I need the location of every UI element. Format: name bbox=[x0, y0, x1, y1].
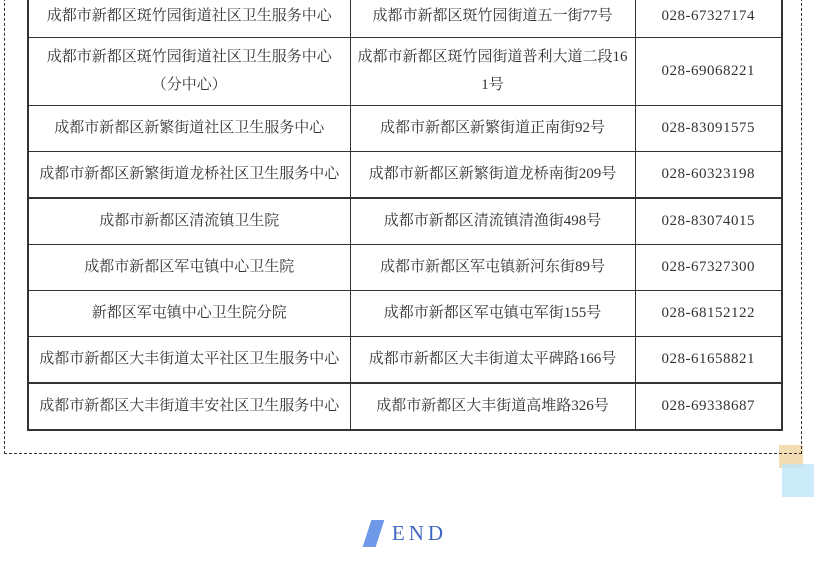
health-centers-table bbox=[27, 0, 783, 431]
address-cell: 成都市新都区斑竹园街道普利大道二段161号 bbox=[350, 38, 635, 106]
facility-name-cell: 成都市新都区军屯镇中心卫生院 bbox=[28, 245, 350, 291]
table-row bbox=[28, 0, 782, 38]
phone-cell: 028-67327300 bbox=[635, 245, 782, 291]
end-slash-icon bbox=[363, 520, 385, 547]
address-cell: 成都市新都区斑竹园街道五一街77号 bbox=[350, 0, 635, 38]
address-cell: 成都市新都区新繁街道正南街92号 bbox=[350, 106, 635, 152]
facility-name-cell: 成都市新都区大丰街道太平社区卫生服务中心 bbox=[28, 337, 350, 384]
phone-cell: 028-83091575 bbox=[635, 106, 782, 152]
end-label: END bbox=[391, 520, 448, 545]
phone-cell: 028-68152122 bbox=[635, 291, 782, 337]
end-marker bbox=[0, 516, 814, 550]
table-row bbox=[28, 198, 782, 245]
table-row bbox=[28, 106, 782, 152]
address-cell: 成都市新都区清流镇清渔街498号 bbox=[350, 198, 635, 245]
facility-name-cell: 成都市新都区新繁街道龙桥社区卫生服务中心 bbox=[28, 152, 350, 199]
facility-name-cell: 成都市新都区新繁街道社区卫生服务中心 bbox=[28, 106, 350, 152]
address-cell: 成都市新都区军屯镇屯军街155号 bbox=[350, 291, 635, 337]
table-row bbox=[28, 152, 782, 199]
table-row bbox=[28, 291, 782, 337]
facility-name-cell: 成都市新都区斑竹园街道社区卫生服务中心 bbox=[28, 0, 350, 38]
phone-cell: 028-69338687 bbox=[635, 383, 782, 430]
table-row bbox=[28, 337, 782, 384]
table-row bbox=[28, 245, 782, 291]
decorative-blue-square bbox=[782, 464, 814, 497]
table-row bbox=[28, 38, 782, 106]
phone-cell: 028-69068221 bbox=[635, 38, 782, 106]
facility-name-cell: 成都市新都区斑竹园街道社区卫生服务中心（分中心） bbox=[28, 38, 350, 106]
address-cell: 成都市新都区新繁街道龙桥南街209号 bbox=[350, 152, 635, 199]
facility-name-cell: 成都市新都区清流镇卫生院 bbox=[28, 198, 350, 245]
facility-name-cell: 新都区军屯镇中心卫生院分院 bbox=[28, 291, 350, 337]
phone-cell: 028-60323198 bbox=[635, 152, 782, 199]
address-cell: 成都市新都区大丰街道高堆路326号 bbox=[350, 383, 635, 430]
table-row bbox=[28, 383, 782, 430]
facility-name-cell: 成都市新都区大丰街道丰安社区卫生服务中心 bbox=[28, 383, 350, 430]
phone-cell: 028-67327174 bbox=[635, 0, 782, 38]
phone-cell: 028-83074015 bbox=[635, 198, 782, 245]
address-cell: 成都市新都区大丰街道太平碑路166号 bbox=[350, 337, 635, 384]
phone-cell: 028-61658821 bbox=[635, 337, 782, 384]
address-cell: 成都市新都区军屯镇新河东街89号 bbox=[350, 245, 635, 291]
